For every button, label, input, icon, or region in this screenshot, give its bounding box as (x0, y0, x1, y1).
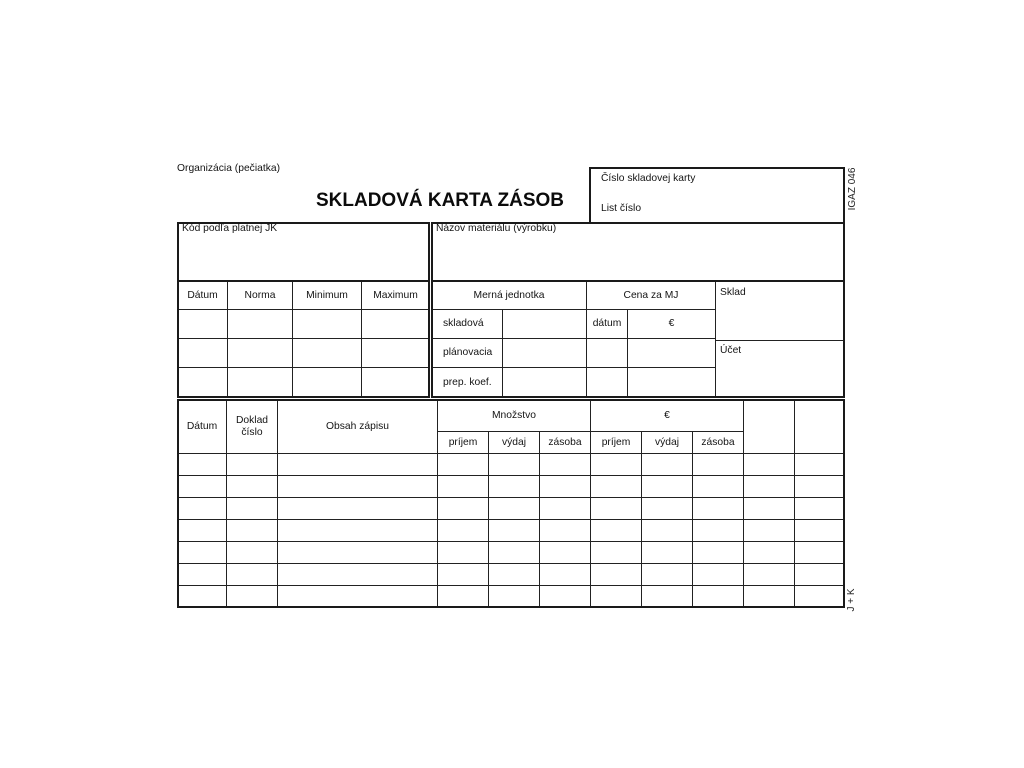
material-name-label: Názov materiálu (výrobku) (436, 223, 557, 234)
material-name-field (431, 222, 845, 282)
ledger-header-quantity-receipt: príjem (437, 431, 489, 454)
price-date-label: dátum (586, 309, 628, 339)
account-label: Účet (720, 345, 742, 356)
code-field (177, 222, 430, 282)
unit-price-frame (431, 280, 845, 398)
limits-header-maximum: Maximum (361, 281, 430, 310)
ledger-header-quantity-issue: výdaj (488, 431, 540, 454)
limits-frame (177, 280, 430, 398)
ledger-header-value-balance: zásoba (692, 431, 744, 454)
printer-mark: J + K (846, 588, 857, 612)
unit-planning-label: plánovacia (431, 338, 503, 368)
form-title: SKLADOVÁ KARTA ZÁSOB (315, 190, 565, 211)
warehouse-label: Sklad (720, 287, 746, 298)
unit-conversion-label: prep. koef. (431, 367, 503, 398)
ledger-header-value-issue: výdaj (641, 431, 693, 454)
price-currency-label: € (627, 309, 716, 339)
unit-storage-label: skladová (431, 309, 503, 339)
ledger-frame (177, 399, 845, 608)
form-code-mark: IGAZ 046 (847, 167, 858, 211)
ledger-header-date: Dátum (177, 399, 227, 454)
limits-header-date: Dátum (177, 281, 228, 310)
card-number-box (589, 167, 845, 224)
organization-stamp-label: Organizácia (pečiatka) (177, 163, 281, 174)
ledger-header-entry: Obsah zápisu (277, 399, 438, 454)
sheet-number-label: List číslo (601, 203, 642, 214)
limits-header-minimum: Minimum (292, 281, 362, 310)
price-header: Cena za MJ (586, 281, 716, 310)
ledger-header-value-receipt: príjem (590, 431, 642, 454)
code-label: Kód podľa platnej JK (182, 223, 278, 234)
limits-header-norm: Norma (227, 281, 293, 310)
ledger-header-quantity: Množstvo (437, 399, 591, 432)
card-number-label: Číslo skladovej karty (601, 173, 696, 184)
unit-header: Merná jednotka (431, 281, 587, 310)
ledger-header-value: € (590, 399, 744, 432)
ledger-header-quantity-balance: zásoba (539, 431, 591, 454)
ledger-header-document: Doklad číslo (226, 399, 278, 454)
